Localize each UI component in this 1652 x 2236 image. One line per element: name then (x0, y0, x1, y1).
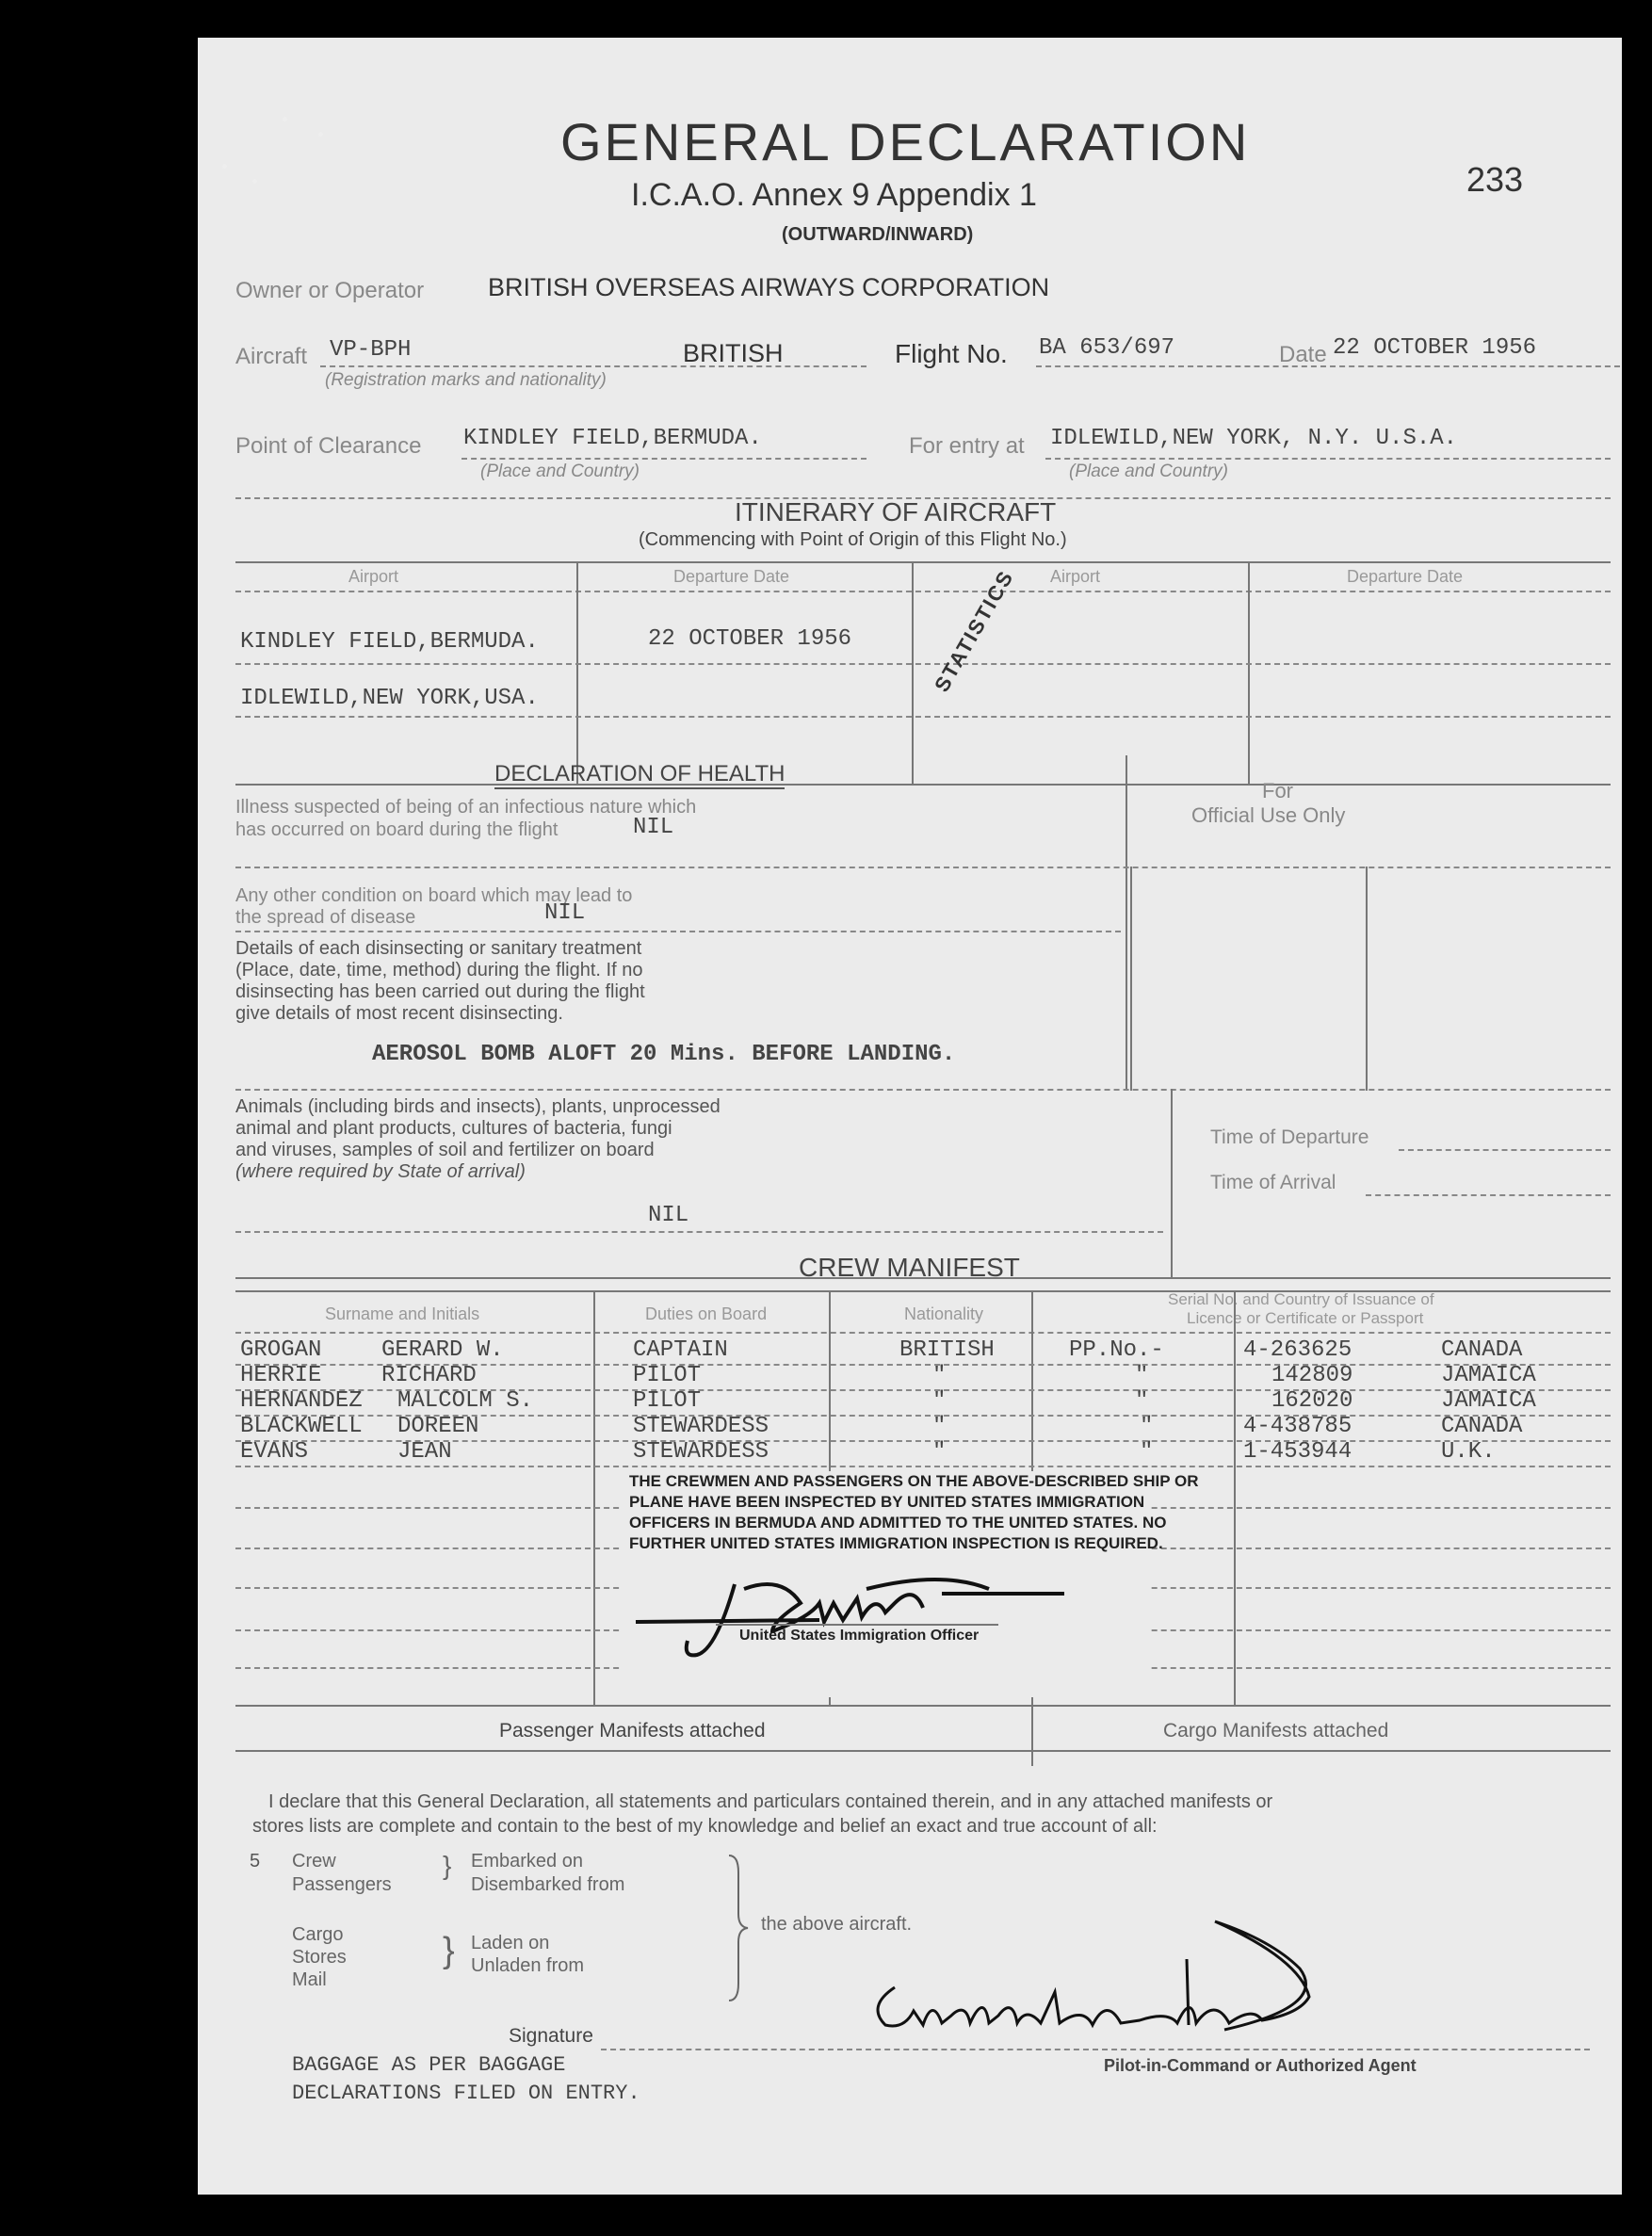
itin-row1-rule (235, 663, 1611, 665)
crew-col-nationality: Nationality (904, 1304, 984, 1323)
immigration-officer-signature (631, 1565, 1102, 1669)
manifest-bottom-rule (235, 1750, 1611, 1752)
itin-divider-1 (576, 561, 578, 784)
decl-unladen: Unladen from (471, 1955, 585, 1976)
form-subtitle: I.C.A.O. Annex 9 Appendix 1 (631, 177, 1037, 213)
crew-col-surname: Surname and Initials (325, 1304, 480, 1323)
crew-duty: CAPTAIN (633, 1337, 728, 1363)
crew-initials: JEAN (397, 1439, 452, 1465)
decl-laden: Laden on (471, 1933, 550, 1953)
official-left-edge (1130, 867, 1132, 1091)
crew-initials: MALCOLM S. (397, 1388, 534, 1414)
flight-number: BA 653/697 (1039, 335, 1175, 361)
itin-row2-airport: IDLEWILD,NEW YORK,USA. (240, 686, 539, 711)
illness-line2: has occurred on board during the flight (235, 819, 559, 840)
decl-cargo: Cargo (292, 1924, 344, 1945)
entry-underline (1045, 458, 1611, 460)
decl-crew: Crew (292, 1851, 336, 1871)
itin-col-airport-2: Airport (1050, 567, 1101, 586)
crew-serial: 1-453944 (1243, 1439, 1352, 1465)
flight-underline (1036, 365, 1620, 367)
crew-serial: 162020 (1271, 1388, 1353, 1414)
health-title: DECLARATION OF HEALTH (494, 761, 785, 789)
condition-line2: the spread of disease (235, 907, 416, 928)
baggage-line1: BAGGAGE AS PER BAGGAGE (292, 2053, 566, 2077)
crew-prefix: PP.No.- (1069, 1337, 1164, 1363)
animals-line4: (where required by State of arrival) (235, 1161, 526, 1182)
crew-serial: 4-438785 (1243, 1414, 1352, 1439)
time-departure: Time of Departure (1210, 1126, 1369, 1148)
large-brace-icon (725, 1854, 753, 2002)
aircraft-underline (320, 365, 866, 367)
time-arrival: Time of Arrival (1210, 1172, 1336, 1193)
entry-label: For entry at (909, 433, 1025, 459)
crew-initials: GERARD W. (381, 1337, 504, 1363)
animals-line2: animal and plant products, cultures of bacteria, fungi (235, 1118, 672, 1139)
crew-initials: RICHARD (381, 1363, 477, 1388)
health-divider (1126, 755, 1127, 1090)
manifest-divider (1031, 1705, 1033, 1766)
treat-line2: (Place, date, time, method) during the flight. If no (235, 960, 643, 980)
itin-divider-3 (1248, 561, 1250, 784)
crew-serial: 142809 (1271, 1363, 1353, 1388)
illness-value: NIL (633, 815, 674, 840)
clearance-label: Point of Clearance (235, 433, 422, 459)
crew-surname: HERNANDEZ (240, 1388, 363, 1414)
crew-country: CANADA (1441, 1414, 1523, 1439)
itinerary-subtitle: (Commencing with Point of Origin of this Flight No.) (639, 529, 1067, 550)
passenger-manifests: Passenger Manifests attached (499, 1720, 766, 1742)
condition-value: NIL (544, 900, 586, 926)
crew-nationality: " (932, 1363, 947, 1388)
official-divider (1366, 867, 1368, 1091)
itin-row2-rule (235, 716, 1611, 718)
crew-duty: STEWARDESS (633, 1439, 769, 1465)
crew-title: CREW MANIFEST (799, 1253, 1020, 1282)
illness-line1: Illness suspected of being of an infectious nature which (235, 797, 697, 818)
margin-mark (222, 164, 227, 169)
itin-col-date-2: Departure Date (1347, 567, 1464, 586)
crew-rule-2 (235, 1389, 1611, 1391)
statistics-stamp: STATISTICS (930, 565, 1019, 696)
itin-col-date-1: Departure Date (673, 567, 790, 586)
clearance-value: KINDLEY FIELD,BERMUDA. (463, 426, 762, 451)
decl-mail: Mail (292, 1969, 327, 1990)
treat-line4: give details of most recent disinsecting. (235, 1003, 563, 1024)
arrival-rule (1366, 1194, 1611, 1196)
itin-row1-date: 22 OCTOBER 1956 (648, 626, 852, 652)
itin-row1-airport: KINDLEY FIELD,BERMUDA. (240, 629, 539, 655)
crew-country: U.K. (1441, 1439, 1496, 1465)
margin-mark (252, 179, 257, 184)
crew-rule-4 (235, 1440, 1611, 1442)
crew-count: 5 (250, 1851, 261, 1871)
operator-value: BRITISH OVERSEAS AIRWAYS CORPORATION (488, 273, 1050, 301)
crew-nationality: " (932, 1414, 947, 1439)
direction-label: (OUTWARD/INWARD) (782, 224, 974, 245)
itin-divider-2 (912, 561, 914, 784)
itinerary-title: ITINERARY OF AIRCRAFT (735, 497, 1057, 527)
treat-rule (235, 1089, 1611, 1091)
aircraft-registration: VP-BPH (330, 337, 412, 363)
decl-stores: Stores (292, 1947, 347, 1968)
clearance-underline (462, 458, 866, 460)
date-label: Date (1279, 342, 1327, 367)
decl-disembarked: Disembarked from (471, 1874, 625, 1895)
officer-caption: United States Immigration Officer (739, 1628, 980, 1644)
itinerary-bottom-rule (235, 784, 1611, 786)
crew-surname: GROGAN (240, 1337, 322, 1363)
brace-1-icon: } (443, 1851, 452, 1880)
official-use-1: For (1262, 779, 1293, 802)
condition-line1: Any other condition on board which may lead to (235, 885, 633, 906)
immigration-line2: PLANE HAVE BEEN INSPECTED BY UNITED STATES IMMIGRATION (629, 1493, 1145, 1511)
crew-prefix: " (1135, 1388, 1149, 1414)
aircraft-caption: (Registration marks and nationality) (325, 370, 607, 390)
crew-initials: DOREEN (397, 1414, 479, 1439)
treat-line3: disinsecting has been carried out during the flight (235, 981, 645, 1002)
baggage-line2: DECLARATIONS FILED ON ENTRY. (292, 2082, 640, 2105)
immigration-line3: OFFICERS IN BERMUDA AND ADMITTED TO THE UNITED STATES. NO (629, 1514, 1167, 1531)
officer-signature-line (716, 1624, 998, 1626)
crew-serial: 4-263625 (1243, 1337, 1352, 1363)
crew-col-duties: Duties on Board (645, 1304, 768, 1323)
aircraft-nationality: BRITISH (683, 339, 784, 367)
signature-label: Signature (509, 2025, 593, 2047)
signature-caption: Pilot-in-Command or Authorized Agent (1104, 2056, 1417, 2075)
treat-line1: Details of each disinsecting or sanitary treatment (235, 938, 642, 959)
immigration-line4: FURTHER UNITED STATES IMMIGRATION INSPECTION IS REQUIRED. (629, 1534, 1163, 1552)
crew-divider-1 (593, 1290, 595, 1705)
crew-prefix: " (1140, 1439, 1154, 1465)
clearance-caption: (Place and Country) (480, 462, 640, 481)
official-use-2: Official Use Only (1191, 803, 1346, 827)
crew-surname: BLACKWELL (240, 1414, 363, 1439)
crew-prefix: " (1135, 1363, 1149, 1388)
crew-country: CANADA (1441, 1337, 1523, 1363)
crew-rule-5 (235, 1466, 1611, 1467)
immigration-stamp (622, 1471, 1199, 1697)
crew-duty: PILOT (633, 1363, 702, 1388)
crew-duty: PILOT (633, 1388, 702, 1414)
form-title: GENERAL DECLARATION (560, 112, 1251, 171)
declaration-line2: stores lists are complete and contain to the best of my knowledge and belief an exact and true account of all: (252, 1816, 1158, 1837)
entry-caption: (Place and Country) (1069, 462, 1228, 481)
crew-head-bottom (235, 1332, 1611, 1334)
cargo-manifests: Cargo Manifests attached (1163, 1720, 1389, 1742)
decl-embarked: Embarked on (471, 1851, 583, 1871)
crew-country: JAMAICA (1441, 1363, 1536, 1388)
crew-rule-3 (235, 1415, 1611, 1417)
itinerary-col-rule (235, 591, 1611, 592)
crew-col-serial-2: Licence or Certificate or Passport (1187, 1309, 1424, 1327)
flight-label: Flight No. (895, 339, 1008, 368)
crew-col-serial-1: Serial No. and Country of Issuance of (1168, 1290, 1434, 1308)
crew-bottom-rule (235, 1705, 1611, 1707)
pilot-signature (857, 1903, 1385, 2053)
brace-2-icon: } (443, 1931, 455, 1970)
illness-rule (235, 867, 1611, 868)
crew-surname: EVANS (240, 1439, 309, 1465)
animals-line3: and viruses, samples of soil and fertilizer on board (235, 1140, 655, 1160)
animals-rule (235, 1231, 1163, 1233)
decl-aircraft: the above aircraft. (761, 1914, 913, 1935)
crew-rule-1 (235, 1364, 1611, 1366)
crew-nationality: " (932, 1439, 947, 1465)
decl-passengers: Passengers (292, 1874, 392, 1895)
flight-date: 22 OCTOBER 1956 (1333, 335, 1537, 361)
page-number: 233 (1466, 160, 1524, 199)
aircraft-label: Aircraft (235, 344, 308, 369)
margin-mark (318, 132, 323, 137)
document-page (198, 38, 1622, 2195)
crew-surname: HERRIE (240, 1363, 322, 1388)
departure-rule (1399, 1149, 1611, 1151)
animals-divider (1171, 1089, 1173, 1277)
declaration-line1: I declare that this General Declaration, all statements and particulars contained therein, and in any attached manifests or (268, 1791, 1273, 1812)
operator-label: Owner or Operator (235, 278, 425, 303)
animals-value: NIL (648, 1203, 689, 1228)
crew-nationality: BRITISH (899, 1337, 995, 1363)
animals-line1: Animals (including birds and insects), plants, unprocessed (235, 1096, 721, 1117)
crew-country: JAMAICA (1441, 1388, 1536, 1414)
entry-value: IDLEWILD,NEW YORK, N.Y. U.S.A. (1050, 426, 1458, 451)
condition-rule (235, 931, 1121, 932)
crew-divider-4 (1234, 1290, 1236, 1705)
treat-value: AEROSOL BOMB ALOFT 20 Mins. BEFORE LANDING. (372, 1042, 956, 1067)
itin-col-airport-1: Airport (348, 567, 399, 586)
immigration-line1: THE CREWMEN AND PASSENGERS ON THE ABOVE-DESCRIBED SHIP OR (629, 1472, 1199, 1490)
crew-prefix: " (1140, 1414, 1154, 1439)
crew-duty: STEWARDESS (633, 1414, 769, 1439)
margin-mark (283, 117, 287, 122)
itinerary-head-rule (235, 561, 1611, 563)
crew-nationality: " (932, 1388, 947, 1414)
